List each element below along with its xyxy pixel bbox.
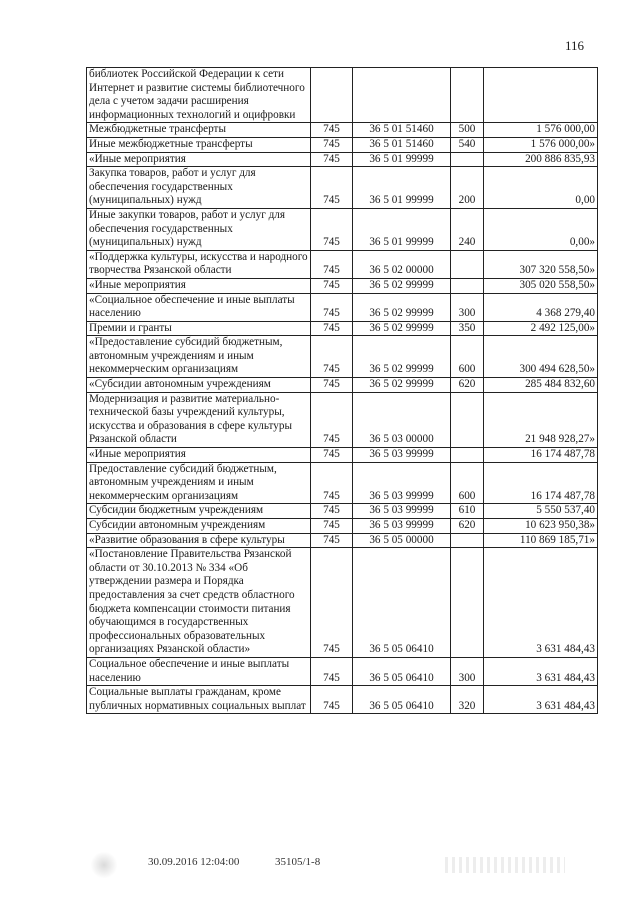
row-sum: 16 174 487,78	[484, 448, 598, 463]
table-row	[87, 686, 598, 714]
row-article: 36 5 05 06410	[353, 657, 451, 685]
scan-smudge	[90, 852, 118, 878]
row-sum: 5 550 537,40	[484, 504, 598, 519]
row-name: «Иные мероприятия	[87, 152, 311, 167]
row-expense-type: 300	[451, 657, 484, 685]
row-expense-type: 610	[451, 504, 484, 519]
row-code: 745	[311, 321, 353, 336]
row-code: 745	[311, 336, 353, 378]
row-sum: 4 368 279,40	[484, 293, 598, 321]
row-article	[353, 68, 451, 123]
row-name: библиотек Российской Федерации к сети Интернет и развитие системы библиотечного дела с учетом задачи расширения информационных технологий и оцифровки	[87, 68, 311, 123]
row-sum: 200 886 835,93	[484, 152, 598, 167]
row-name: «Социальное обеспечение и иные выплаты населению	[87, 293, 311, 321]
row-name: Межбюджетные трансферты	[87, 123, 311, 138]
row-article: 36 5 03 99999	[353, 519, 451, 534]
footer-date: 30.09.2016 12:04:00	[148, 856, 240, 868]
row-name: «Постановление Правительства Рязанской области от 30.10.2013 № 334 «Об утверждении размера и Порядка предоставления за счет средств областного бюджета компенсации стоимости питания обучающимся в государственных профессиональных образовательных организациях Рязанской области»	[87, 548, 311, 658]
table-row	[87, 137, 598, 152]
row-article: 36 5 05 00000	[353, 533, 451, 548]
row-sum: 3 631 484,43	[484, 657, 598, 685]
row-sum: 1 576 000,00	[484, 123, 598, 138]
row-article: 36 5 01 51460	[353, 137, 451, 152]
table-row	[87, 504, 598, 519]
table-row	[87, 519, 598, 534]
row-name: Иные межбюджетные трансферты	[87, 137, 311, 152]
row-name: Иные закупки товаров, работ и услуг для обеспечения государственных (муниципальных) нужд	[87, 208, 311, 250]
row-article: 36 5 02 99999	[353, 293, 451, 321]
row-article: 36 5 05 06410	[353, 686, 451, 714]
row-name: «Предоставление субсидий бюджетным, автономным учреждениям и иным некоммерческим организациям	[87, 336, 311, 378]
row-expense-type: 300	[451, 293, 484, 321]
row-expense-type: 240	[451, 208, 484, 250]
row-name: Предоставление субсидий бюджетным, автономным учреждениям и иным некоммерческим организациям	[87, 462, 311, 504]
table-row	[87, 321, 598, 336]
row-sum: 10 623 950,38»	[484, 519, 598, 534]
row-code: 745	[311, 278, 353, 293]
row-sum: 285 484 832,60	[484, 378, 598, 393]
row-expense-type	[451, 68, 484, 123]
row-name: «Поддержка культуры, искусства и народного творчества Рязанской области	[87, 250, 311, 278]
row-name: «Иные мероприятия	[87, 278, 311, 293]
table-row	[87, 278, 598, 293]
row-sum: 3 631 484,43	[484, 548, 598, 658]
row-code: 745	[311, 533, 353, 548]
row-sum: 305 020 558,50»	[484, 278, 598, 293]
row-code: 745	[311, 519, 353, 534]
row-expense-type: 620	[451, 519, 484, 534]
row-code: 745	[311, 462, 353, 504]
row-name: «Субсидии автономным учреждениям	[87, 378, 311, 393]
row-expense-type: 200	[451, 167, 484, 209]
row-expense-type: 600	[451, 462, 484, 504]
row-sum	[484, 68, 598, 123]
row-expense-type	[451, 392, 484, 447]
row-expense-type: 620	[451, 378, 484, 393]
table-row	[87, 657, 598, 685]
table-row	[87, 462, 598, 504]
row-sum: 307 320 558,50»	[484, 250, 598, 278]
row-code: 745	[311, 293, 353, 321]
row-code: 745	[311, 167, 353, 209]
row-expense-type: 320	[451, 686, 484, 714]
row-expense-type	[451, 448, 484, 463]
row-article: 36 5 03 00000	[353, 392, 451, 447]
row-article: 36 5 03 99999	[353, 462, 451, 504]
row-expense-type	[451, 278, 484, 293]
row-sum: 110 869 185,71»	[484, 533, 598, 548]
row-expense-type: 540	[451, 137, 484, 152]
row-sum: 1 576 000,00»	[484, 137, 598, 152]
row-sum: 2 492 125,00»	[484, 321, 598, 336]
table-row	[87, 336, 598, 378]
row-sum: 0,00	[484, 167, 598, 209]
row-expense-type: 350	[451, 321, 484, 336]
row-name: Социальные выплаты гражданам, кроме публичных нормативных социальных выплат	[87, 686, 311, 714]
table-row	[87, 293, 598, 321]
row-expense-type	[451, 533, 484, 548]
row-expense-type: 500	[451, 123, 484, 138]
row-article: 36 5 02 99999	[353, 378, 451, 393]
row-name: Закупка товаров, работ и услуг для обеспечения государственных (муниципальных) нужд	[87, 167, 311, 209]
faint-stamp-text	[445, 857, 565, 873]
row-sum: 16 174 487,78	[484, 462, 598, 504]
row-sum: 21 948 928,27»	[484, 392, 598, 447]
table-row	[87, 392, 598, 447]
row-code: 745	[311, 504, 353, 519]
row-code: 745	[311, 208, 353, 250]
row-article: 36 5 02 00000	[353, 250, 451, 278]
row-article: 36 5 01 99999	[353, 152, 451, 167]
footer-doc-number: 35105/1-8	[275, 856, 321, 868]
row-code: 745	[311, 123, 353, 138]
table-row	[87, 250, 598, 278]
row-expense-type: 600	[451, 336, 484, 378]
row-article: 36 5 03 99999	[353, 448, 451, 463]
table-row	[87, 378, 598, 393]
row-sum: 3 631 484,43	[484, 686, 598, 714]
page-number: 116	[565, 38, 585, 53]
row-sum: 0,00»	[484, 208, 598, 250]
table-row	[87, 167, 598, 209]
table-row	[87, 123, 598, 138]
row-code: 745	[311, 448, 353, 463]
row-code: 745	[311, 548, 353, 658]
row-code: 745	[311, 250, 353, 278]
row-code	[311, 68, 353, 123]
row-code: 745	[311, 152, 353, 167]
row-name: Субсидии бюджетным учреждениям	[87, 504, 311, 519]
row-code: 745	[311, 657, 353, 685]
table-row	[87, 548, 598, 658]
table-row	[87, 68, 598, 123]
row-name: Модернизация и развитие материально-технической базы учреждений культуры, искусства и образования в сфере культуры Рязанской области	[87, 392, 311, 447]
row-article: 36 5 03 99999	[353, 504, 451, 519]
budget-table	[86, 67, 598, 714]
row-sum: 300 494 628,50»	[484, 336, 598, 378]
row-name: «Развитие образования в сфере культуры	[87, 533, 311, 548]
row-name: Премии и гранты	[87, 321, 311, 336]
row-name: «Иные мероприятия	[87, 448, 311, 463]
table-row	[87, 448, 598, 463]
row-expense-type	[451, 152, 484, 167]
row-name: Социальное обеспечение и иные выплаты населению	[87, 657, 311, 685]
row-article: 36 5 01 51460	[353, 123, 451, 138]
row-expense-type	[451, 548, 484, 658]
row-article: 36 5 01 99999	[353, 208, 451, 250]
row-code: 745	[311, 378, 353, 393]
table-row	[87, 208, 598, 250]
row-article: 36 5 05 06410	[353, 548, 451, 658]
row-code: 745	[311, 137, 353, 152]
row-code: 745	[311, 686, 353, 714]
row-article: 36 5 01 99999	[353, 167, 451, 209]
row-article: 36 5 02 99999	[353, 278, 451, 293]
row-code: 745	[311, 392, 353, 447]
table-row	[87, 533, 598, 548]
table-row	[87, 152, 598, 167]
row-article: 36 5 02 99999	[353, 321, 451, 336]
budget-table-body	[87, 68, 598, 714]
row-article: 36 5 02 99999	[353, 336, 451, 378]
row-name: Субсидии автономным учреждениям	[87, 519, 311, 534]
row-expense-type	[451, 250, 484, 278]
